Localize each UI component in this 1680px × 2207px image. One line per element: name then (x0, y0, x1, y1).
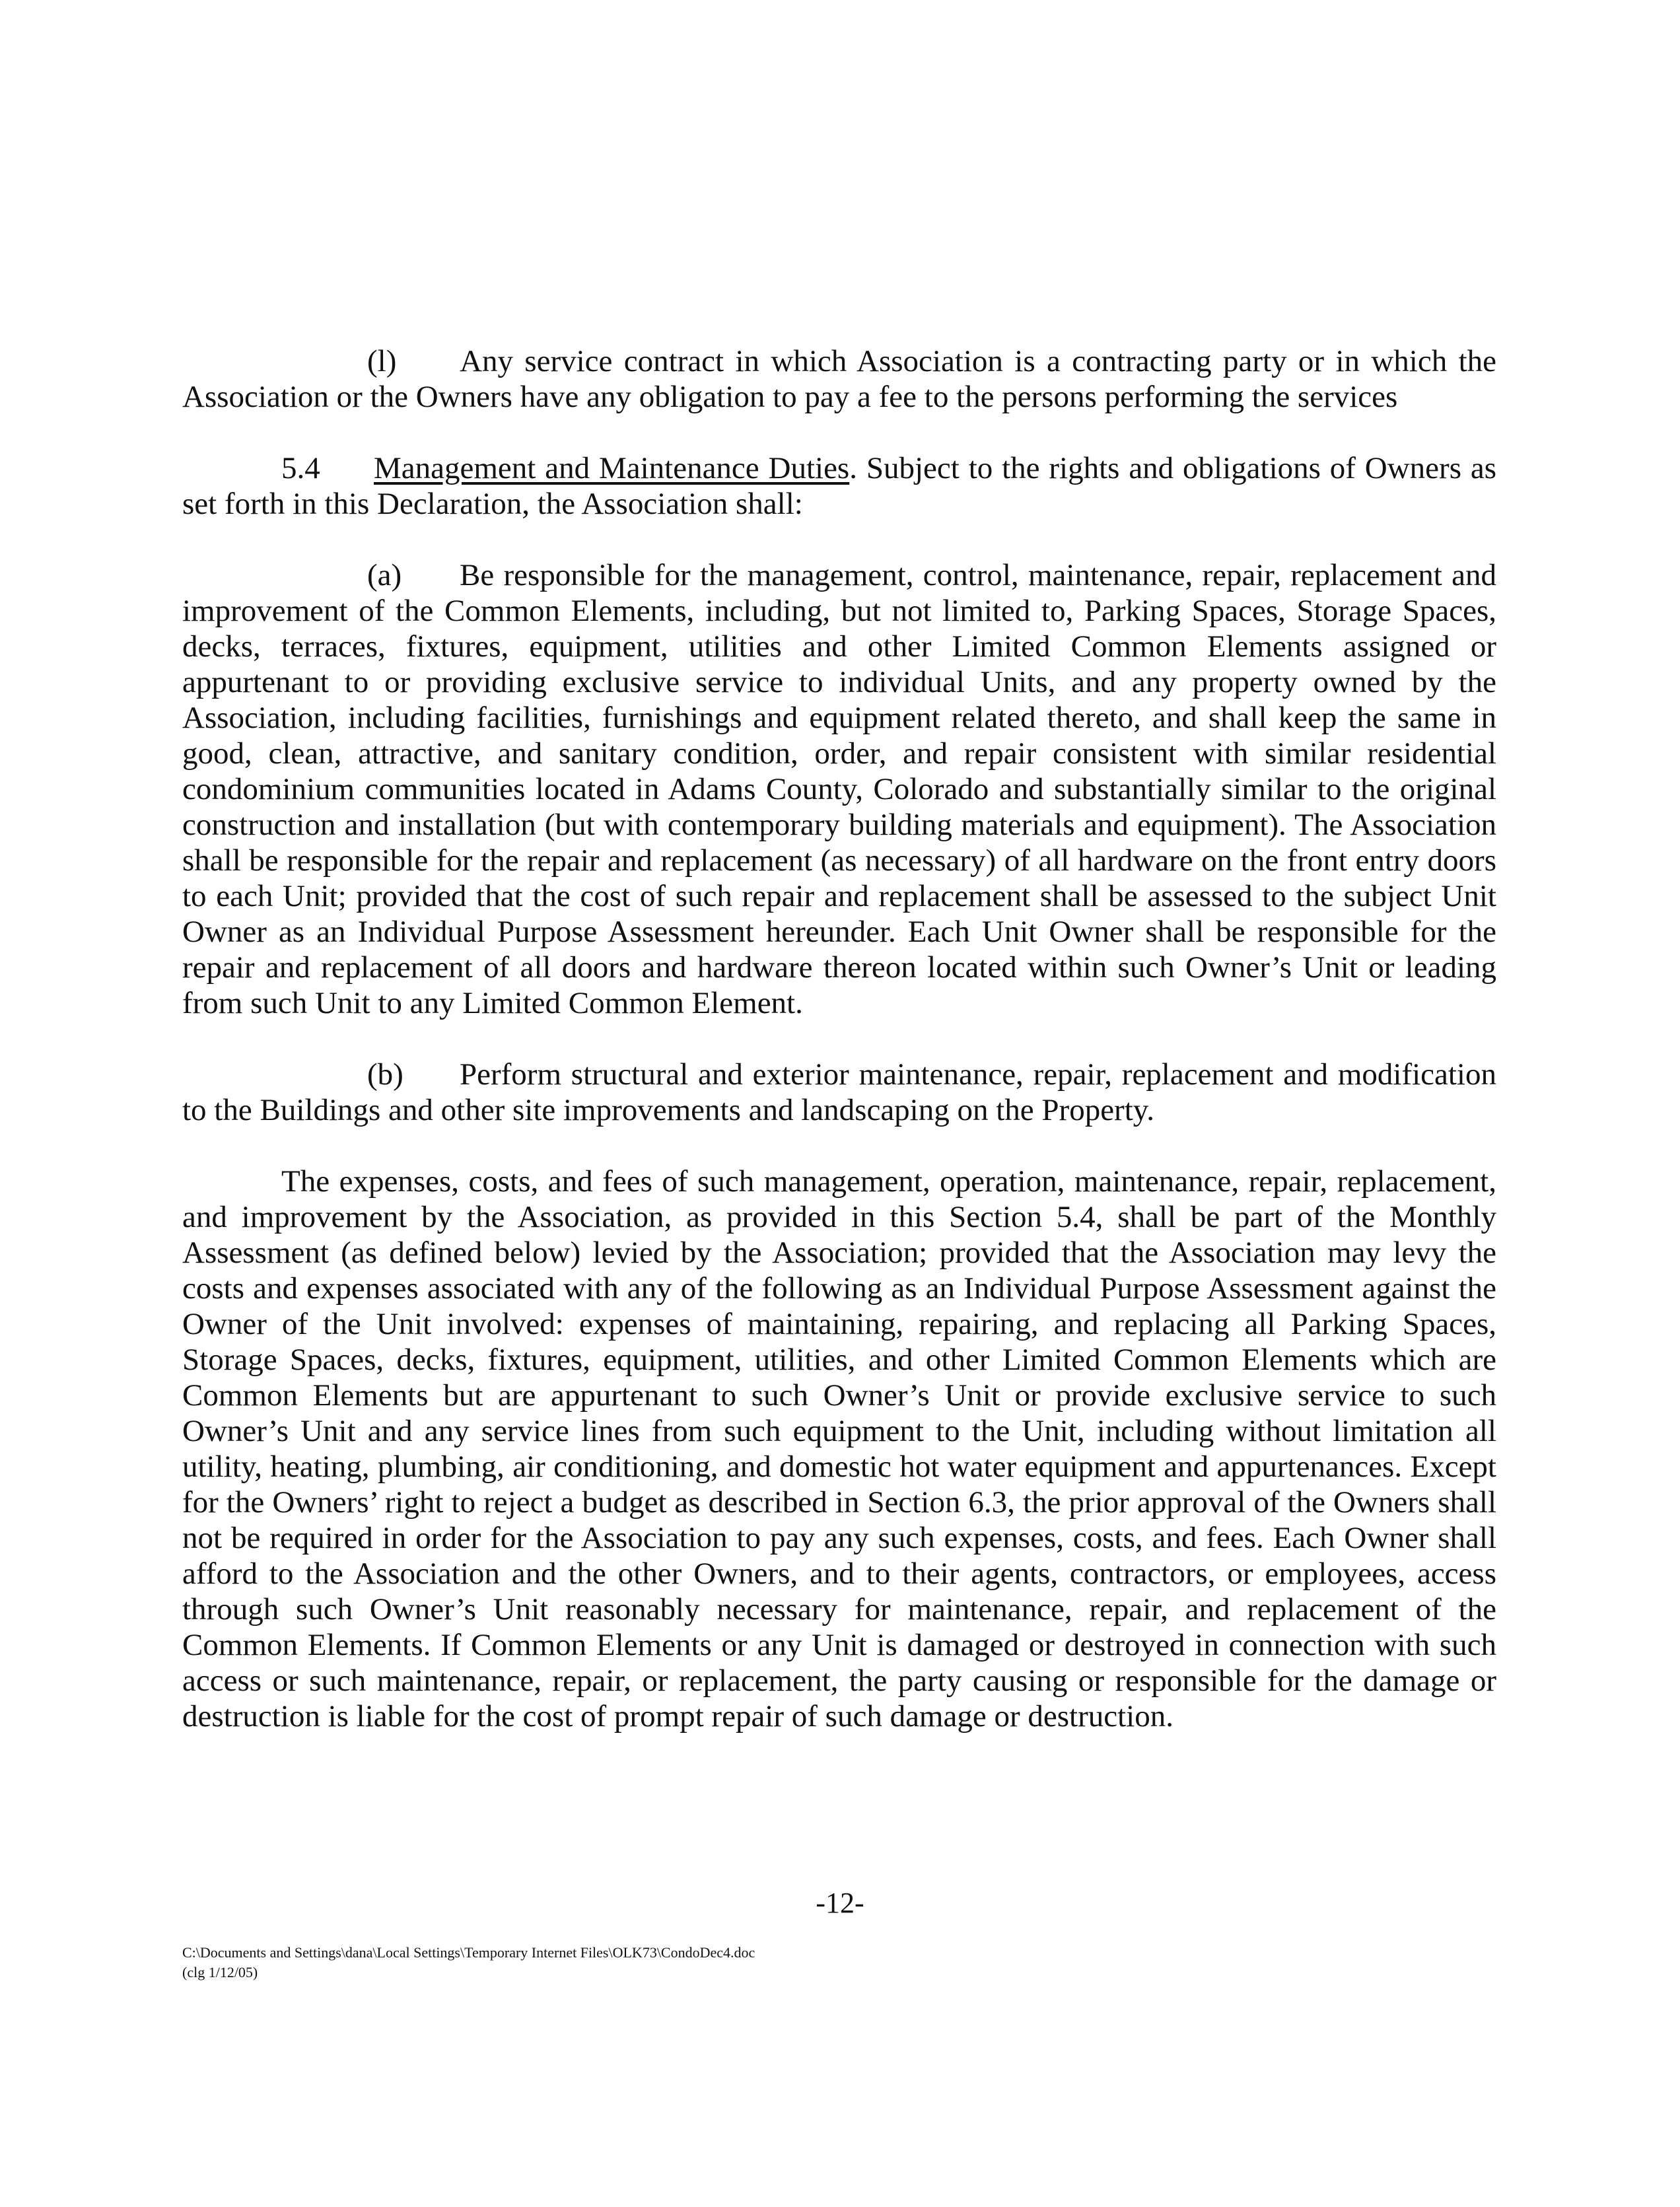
document-page (182, 343, 1496, 1734)
section-heading: Management and Maintenance Duties (374, 451, 850, 485)
section-number: 5.4 (281, 451, 320, 485)
document-footer (182, 1943, 755, 1982)
section-heading-punct: . (849, 451, 857, 485)
footer-code: (clg 1/12/05) (182, 1964, 258, 1980)
item-l-text: Any service contract in which Association is a contracting party or in which the Association or the Owners have any obligation to pay a fee to the persons performing the services (182, 344, 1496, 414)
paragraph-section-5-4 (182, 450, 1496, 522)
item-a-text: Be responsible for the management, control, maintenance, repair, replacement and improvement of the Common Elements, including, but not limited to, Parking Spaces, Storage Spaces, decks, terraces, fixtures, equipment, utilities and other Limited Common Elements assigned or appurtenant to or providing exclusive service to individual Units, and any property owned by the Association, including facilities, furnishings and equipment related thereto, and shall keep the same in good, clean, attractive, and sanitary condition, order, and repair consistent with similar residential condominium communities located in Adams County, Colorado and substantially similar to the original construction and installation (but with contemporary building materials and equipment). The Association shall be responsible for the repair and replacement (as necessary) of all hardware on the front entry doors to each Unit; provided that the cost of such repair and replacement shall be assessed to the subject Unit Owner as an Individual Purpose Assessment hereunder. Each Unit Owner shall be responsible for the repair and replacement of all doors and hardware thereon located within such Owner’s Unit or leading from such Unit to any Limited Common Element. (182, 558, 1496, 1020)
footer-file-path: C:\Documents and Settings\dana\Local Settings\Temporary Internet Files\OLK73\CondoDec4.doc (182, 1944, 755, 1961)
item-l-label: (l) (367, 344, 397, 378)
section-intro-text: Subject to the rights and obligations of Owners as set forth in this Declaration, the Association shall: (182, 451, 1496, 521)
item-b-label: (b) (367, 1057, 403, 1092)
item-b-text: Perform structural and exterior maintenance, repair, replacement and modification to the Buildings and other site improvements and landscaping on the Property. (182, 1057, 1496, 1127)
paragraph-item-b (182, 1057, 1496, 1128)
item-a-label: (a) (367, 558, 402, 592)
paragraph-item-l (182, 343, 1496, 415)
paragraph-expenses: The expenses, costs, and fees of such management, operation, maintenance, repair, replacement, and improvement by the Association, as provided in this Section 5.4, shall be part of the Monthly Assessment (as defined below) levied by the Association; provided that the Association may levy the costs and expenses associated with any of the following as an Individual Purpose Assessment against the Owner of the Unit involved: expenses of maintaining, repairing, and replacing all Parking Spaces, Storage Spaces, decks, fixtures, equipment, utilities, and other Limited Common Elements which are Common Elements but are appurtenant to such Owner’s Unit or provide exclusive service to such Owner’s Unit and any service lines from such equipment to the Unit, including without limitation all utility, heating, plumbing, air conditioning, and domestic hot water equipment and appurtenances. Except for the Owners’ right to reject a budget as described in Section 6.3, the prior approval of the Owners shall not be required in order for the Association to pay any such expenses, costs, and fees. Each Owner shall afford to the Association and the other Owners, and to their agents, contractors, or employees, access through such Owner’s Unit reasonably necessary for maintenance, repair, and replacement of the Common Elements. If Common Elements or any Unit is damaged or destroyed in connection with such access or such maintenance, repair, or replacement, the party causing or responsible for the damage or destruction is liable for the cost of prompt repair of such damage or destruction. (182, 1164, 1496, 1734)
page-number: -12- (816, 1887, 864, 1919)
paragraph-item-a (182, 557, 1496, 1021)
